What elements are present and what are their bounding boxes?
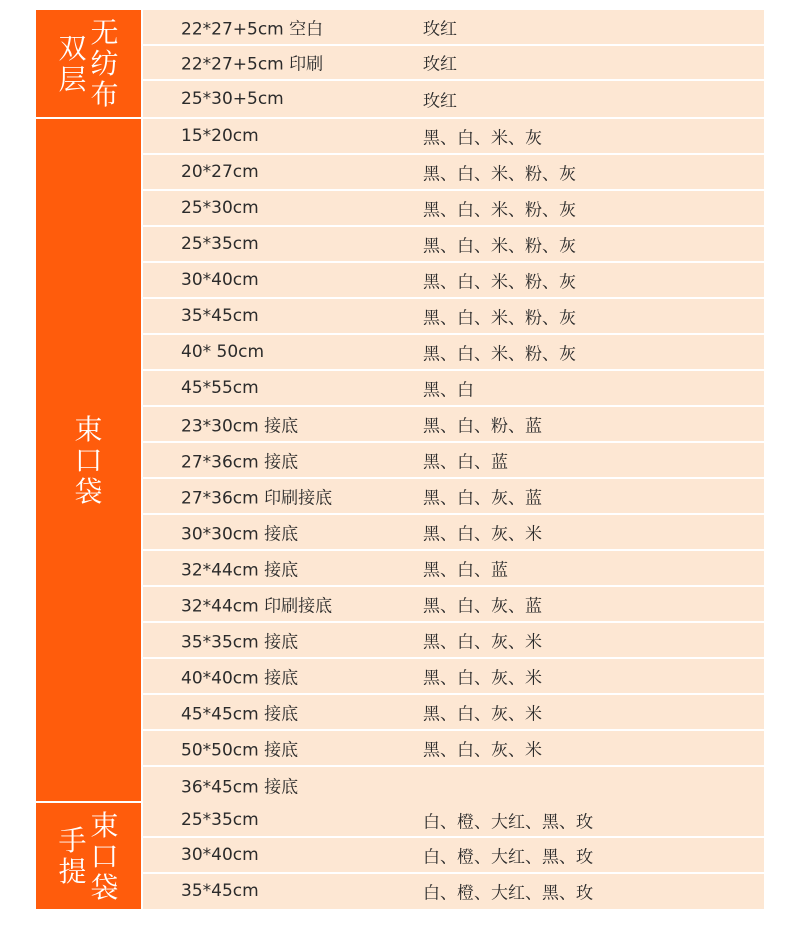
table-row bbox=[143, 335, 764, 371]
label-char: 手 bbox=[58, 824, 87, 857]
section-label bbox=[36, 119, 141, 801]
label-char: 层 bbox=[58, 62, 87, 96]
section-label bbox=[36, 10, 141, 117]
label-column bbox=[91, 17, 119, 110]
table-row bbox=[143, 731, 764, 767]
label-char: 布 bbox=[90, 78, 119, 111]
color-cell: 黑、白、灰、蓝 bbox=[423, 596, 542, 617]
size-cell: 40*40cm 接底 bbox=[181, 668, 299, 689]
rows bbox=[143, 10, 764, 117]
color-cell: 白、橙、大红、黑、玫 bbox=[423, 812, 593, 833]
section-handheld-drawstring-bag bbox=[36, 803, 764, 909]
size-cell: 32*44cm 接底 bbox=[181, 560, 299, 581]
label-char: 袋 bbox=[74, 474, 103, 508]
label-column bbox=[91, 810, 119, 903]
table-row bbox=[143, 623, 764, 659]
table-row bbox=[143, 407, 764, 443]
label-column bbox=[58, 33, 86, 95]
size-cell: 25*35cm bbox=[181, 234, 259, 254]
table-row bbox=[143, 551, 764, 587]
color-cell: 黑、白 bbox=[423, 380, 474, 401]
size-cell: 22*27+5cm 印刷 bbox=[181, 54, 324, 75]
table-row bbox=[143, 119, 764, 155]
color-cell: 黑、白、米、灰 bbox=[423, 128, 542, 149]
color-cell: 黑、白、蓝 bbox=[423, 452, 508, 473]
size-cell: 25*35cm bbox=[181, 809, 259, 830]
color-cell: 黑、白、米、粉、灰 bbox=[423, 308, 576, 329]
size-cell: 25*30cm bbox=[181, 198, 259, 218]
size-cell: 35*35cm 接底 bbox=[181, 632, 299, 653]
table-row bbox=[143, 155, 764, 191]
color-cell: 黑、白、蓝 bbox=[423, 560, 508, 581]
label-char: 口 bbox=[74, 443, 103, 477]
color-cell: 白、橙、大红、黑、玫 bbox=[423, 883, 593, 904]
size-cell: 22*27+5cm 空白 bbox=[181, 19, 324, 40]
table-row bbox=[143, 803, 764, 838]
size-cell: 36*45cm 接底 bbox=[181, 777, 299, 798]
label-char: 无 bbox=[90, 16, 119, 49]
label-char: 束 bbox=[74, 412, 103, 446]
table-row bbox=[143, 299, 764, 335]
size-cell: 32*44cm 印刷接底 bbox=[181, 596, 333, 617]
size-cell: 15*20cm bbox=[181, 126, 259, 146]
size-cell: 20*27cm bbox=[181, 162, 259, 182]
section-drawstring-bag bbox=[36, 119, 764, 801]
table-row bbox=[143, 371, 764, 407]
color-cell: 玫红 bbox=[423, 91, 457, 112]
color-cell: 黑、白、米、粉、灰 bbox=[423, 344, 576, 365]
table-row bbox=[143, 587, 764, 623]
color-cell: 黑、白、灰、蓝 bbox=[423, 488, 542, 509]
color-cell: 黑、白、米、粉、灰 bbox=[423, 200, 576, 221]
size-cell: 30*40cm bbox=[181, 844, 259, 865]
size-cell: 50*50cm 接底 bbox=[181, 740, 299, 761]
color-cell: 玫红 bbox=[423, 19, 457, 40]
table-row bbox=[143, 227, 764, 263]
color-cell: 黑、白、米、粉、灰 bbox=[423, 236, 576, 257]
label-char: 袋 bbox=[90, 870, 119, 904]
label-char: 口 bbox=[90, 839, 119, 873]
label-char: 提 bbox=[58, 855, 87, 888]
size-cell: 25*30+5cm bbox=[181, 89, 284, 110]
label-char: 纺 bbox=[90, 47, 119, 80]
section-label bbox=[36, 803, 141, 909]
rows bbox=[143, 119, 764, 803]
size-cell: 45*45cm 接底 bbox=[181, 704, 299, 725]
label-column bbox=[58, 825, 86, 887]
size-cell: 27*36cm 印刷接底 bbox=[181, 488, 333, 509]
color-cell: 黑、白、灰、米 bbox=[423, 704, 542, 725]
table-row bbox=[143, 263, 764, 299]
table-row bbox=[143, 479, 764, 515]
label-char: 束 bbox=[90, 808, 119, 842]
size-cell: 30*40cm bbox=[181, 270, 259, 290]
table-row bbox=[143, 46, 764, 82]
table-row bbox=[143, 695, 764, 731]
color-cell: 玫红 bbox=[423, 54, 457, 75]
size-cell: 23*30cm 接底 bbox=[181, 416, 299, 437]
size-cell: 30*30cm 接底 bbox=[181, 524, 299, 545]
label-column bbox=[74, 414, 102, 507]
color-cell: 黑、白、米、粉、灰 bbox=[423, 272, 576, 293]
size-cell: 27*36cm 接底 bbox=[181, 452, 299, 473]
section-double-layer-nonwoven bbox=[36, 10, 764, 117]
table-row bbox=[143, 767, 764, 803]
size-cell: 45*55cm bbox=[181, 378, 259, 398]
table-row bbox=[143, 515, 764, 551]
color-cell: 黑、白、灰、米 bbox=[423, 740, 542, 761]
size-cell: 35*45cm bbox=[181, 881, 259, 902]
table-row bbox=[143, 10, 764, 46]
table-row bbox=[143, 191, 764, 227]
rows bbox=[143, 803, 764, 909]
size-cell: 35*45cm bbox=[181, 306, 259, 326]
table-row bbox=[143, 838, 764, 873]
color-cell: 黑、白、灰、米 bbox=[423, 632, 542, 653]
table-row bbox=[143, 81, 764, 117]
color-cell: 黑、白、米、粉、灰 bbox=[423, 164, 576, 185]
size-cell: 40* 50cm bbox=[181, 342, 265, 362]
label-char: 双 bbox=[58, 31, 87, 65]
color-cell: 黑、白、灰、米 bbox=[423, 524, 542, 545]
table-row bbox=[143, 874, 764, 909]
color-cell: 黑、白、灰、米 bbox=[423, 668, 542, 689]
table-row bbox=[143, 443, 764, 479]
table-row bbox=[143, 659, 764, 695]
color-cell: 白、橙、大红、黑、玫 bbox=[423, 847, 593, 868]
color-cell: 黑、白、粉、蓝 bbox=[423, 416, 542, 437]
